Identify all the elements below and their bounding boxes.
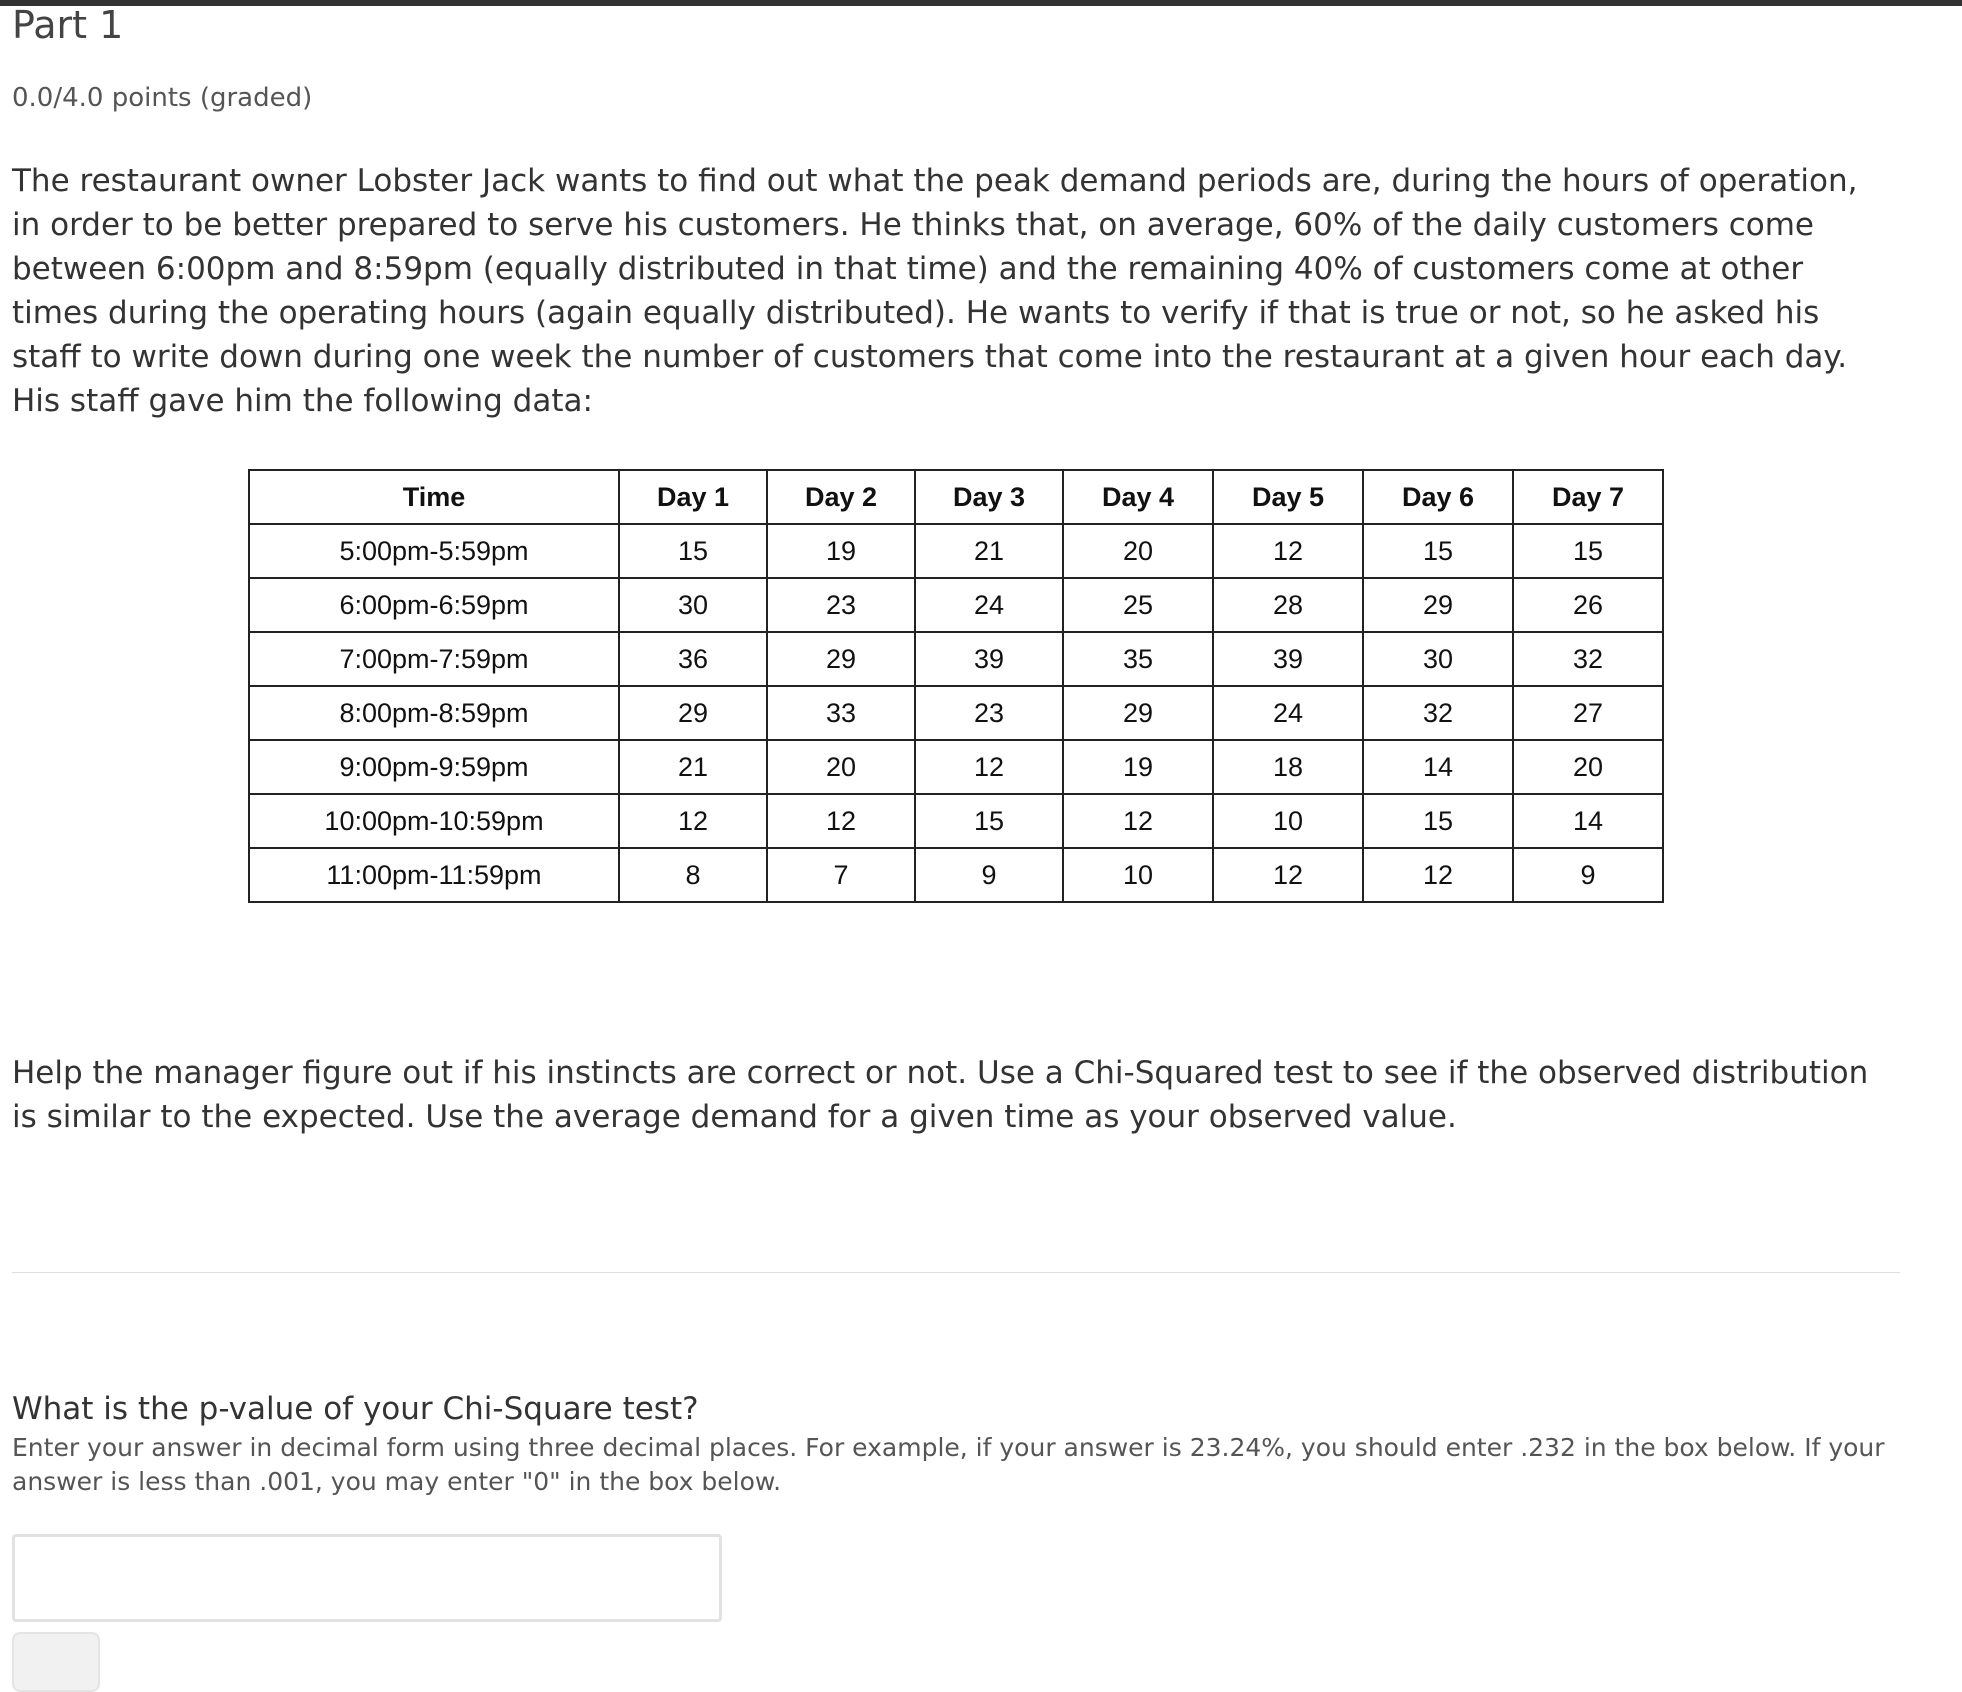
problem-help-text: Help the manager figure out if his instincts are correct or not. Use a Chi-Squared test to see if the observed distribution is similar to the expected. Use the average demand for a given time as your observed value. <box>12 1055 1869 1135</box>
table-cell: 15 <box>915 794 1063 848</box>
table-cell: 20 <box>1513 740 1663 794</box>
table-cell-time: 10:00pm-10:59pm <box>249 794 619 848</box>
table-cell: 19 <box>767 524 915 578</box>
table-cell-time: 5:00pm-5:59pm <box>249 524 619 578</box>
table-header-day-6: Day 6 <box>1363 470 1513 524</box>
submit-button[interactable] <box>12 1632 100 1692</box>
table-cell: 7 <box>767 848 915 902</box>
table-cell-time: 9:00pm-9:59pm <box>249 740 619 794</box>
table-cell: 12 <box>1363 848 1513 902</box>
table-cell: 14 <box>1513 794 1663 848</box>
table-header-day-2: Day 2 <box>767 470 915 524</box>
table-cell: 30 <box>619 578 767 632</box>
table-cell: 23 <box>915 686 1063 740</box>
table-cell: 21 <box>915 524 1063 578</box>
table-header-day-4: Day 4 <box>1063 470 1213 524</box>
table-row <box>249 794 1663 848</box>
table-cell: 20 <box>767 740 915 794</box>
table-cell: 24 <box>915 578 1063 632</box>
table-cell: 35 <box>1063 632 1213 686</box>
table-header-row <box>249 470 1663 524</box>
table-header-day-1: Day 1 <box>619 470 767 524</box>
table-cell: 24 <box>1213 686 1363 740</box>
table-cell: 14 <box>1363 740 1513 794</box>
table-cell: 18 <box>1213 740 1363 794</box>
table-cell: 39 <box>1213 632 1363 686</box>
table-row <box>249 524 1663 578</box>
table-cell: 12 <box>767 794 915 848</box>
table-cell: 27 <box>1513 686 1663 740</box>
table-cell-time: 6:00pm-6:59pm <box>249 578 619 632</box>
table-cell: 12 <box>1213 524 1363 578</box>
table-cell: 39 <box>915 632 1063 686</box>
table-cell: 20 <box>1063 524 1213 578</box>
table-cell: 15 <box>1513 524 1663 578</box>
table-cell: 28 <box>1213 578 1363 632</box>
table-header-day-7: Day 7 <box>1513 470 1663 524</box>
table-cell: 12 <box>1063 794 1213 848</box>
table-cell: 32 <box>1513 632 1663 686</box>
p-value-answer-input[interactable] <box>12 1534 722 1622</box>
table-cell-time: 7:00pm-7:59pm <box>249 632 619 686</box>
table-cell: 33 <box>767 686 915 740</box>
table-cell: 15 <box>619 524 767 578</box>
table-cell: 29 <box>619 686 767 740</box>
table-cell: 12 <box>915 740 1063 794</box>
part-title: Part 1 <box>12 3 124 47</box>
table-cell: 29 <box>1063 686 1213 740</box>
table-cell: 8 <box>619 848 767 902</box>
question-title: What is the p-value of your Chi-Square test? <box>12 1391 699 1427</box>
table-cell: 9 <box>1513 848 1663 902</box>
table-cell: 12 <box>1213 848 1363 902</box>
table-cell: 15 <box>1363 794 1513 848</box>
table-row <box>249 686 1663 740</box>
table-cell: 26 <box>1513 578 1663 632</box>
table-cell: 23 <box>767 578 915 632</box>
table-cell: 12 <box>619 794 767 848</box>
table-cell: 21 <box>619 740 767 794</box>
question-hint: Enter your answer in decimal form using three decimal places. For example, if your answer is 23.24%, you should enter .232 in the box below. If your answer is less than .001, you may enter "0" in the box below. <box>12 1433 1885 1496</box>
table-cell: 10 <box>1213 794 1363 848</box>
table-header-time: Time <box>249 470 619 524</box>
customer-count-table <box>248 469 1664 903</box>
table-cell-time: 11:00pm-11:59pm <box>249 848 619 902</box>
data-table-container <box>248 469 1664 903</box>
table-cell: 36 <box>619 632 767 686</box>
table-cell: 15 <box>1363 524 1513 578</box>
table-row <box>249 740 1663 794</box>
page-top-border <box>0 0 1962 6</box>
table-cell: 29 <box>767 632 915 686</box>
table-header-day-5: Day 5 <box>1213 470 1363 524</box>
table-cell: 29 <box>1363 578 1513 632</box>
problem-intro-text: The restaurant owner Lobster Jack wants to find out what the peak demand periods are, during the hours of operation, in order to be better prepared to serve his customers. He thinks that, on average, 60% of the daily customers come between 6:00pm and 8:59pm (equally distributed in that time) and the remaining 40% of customers come at other times during the operating hours (again equally distributed). He wants to verify if that is true or not, so he asked his staff to write down during one week the number of customers that come into the restaurant at a given hour each day. His staff gave him the following data: <box>12 163 1858 419</box>
table-cell: 30 <box>1363 632 1513 686</box>
table-cell: 10 <box>1063 848 1213 902</box>
table-row <box>249 632 1663 686</box>
table-cell: 19 <box>1063 740 1213 794</box>
table-row <box>249 578 1663 632</box>
table-cell-time: 8:00pm-8:59pm <box>249 686 619 740</box>
table-cell: 32 <box>1363 686 1513 740</box>
table-cell: 9 <box>915 848 1063 902</box>
section-divider <box>12 1272 1900 1273</box>
table-row <box>249 848 1663 902</box>
points-status: 0.0/4.0 points (graded) <box>12 83 313 113</box>
table-cell: 25 <box>1063 578 1213 632</box>
table-header-day-3: Day 3 <box>915 470 1063 524</box>
